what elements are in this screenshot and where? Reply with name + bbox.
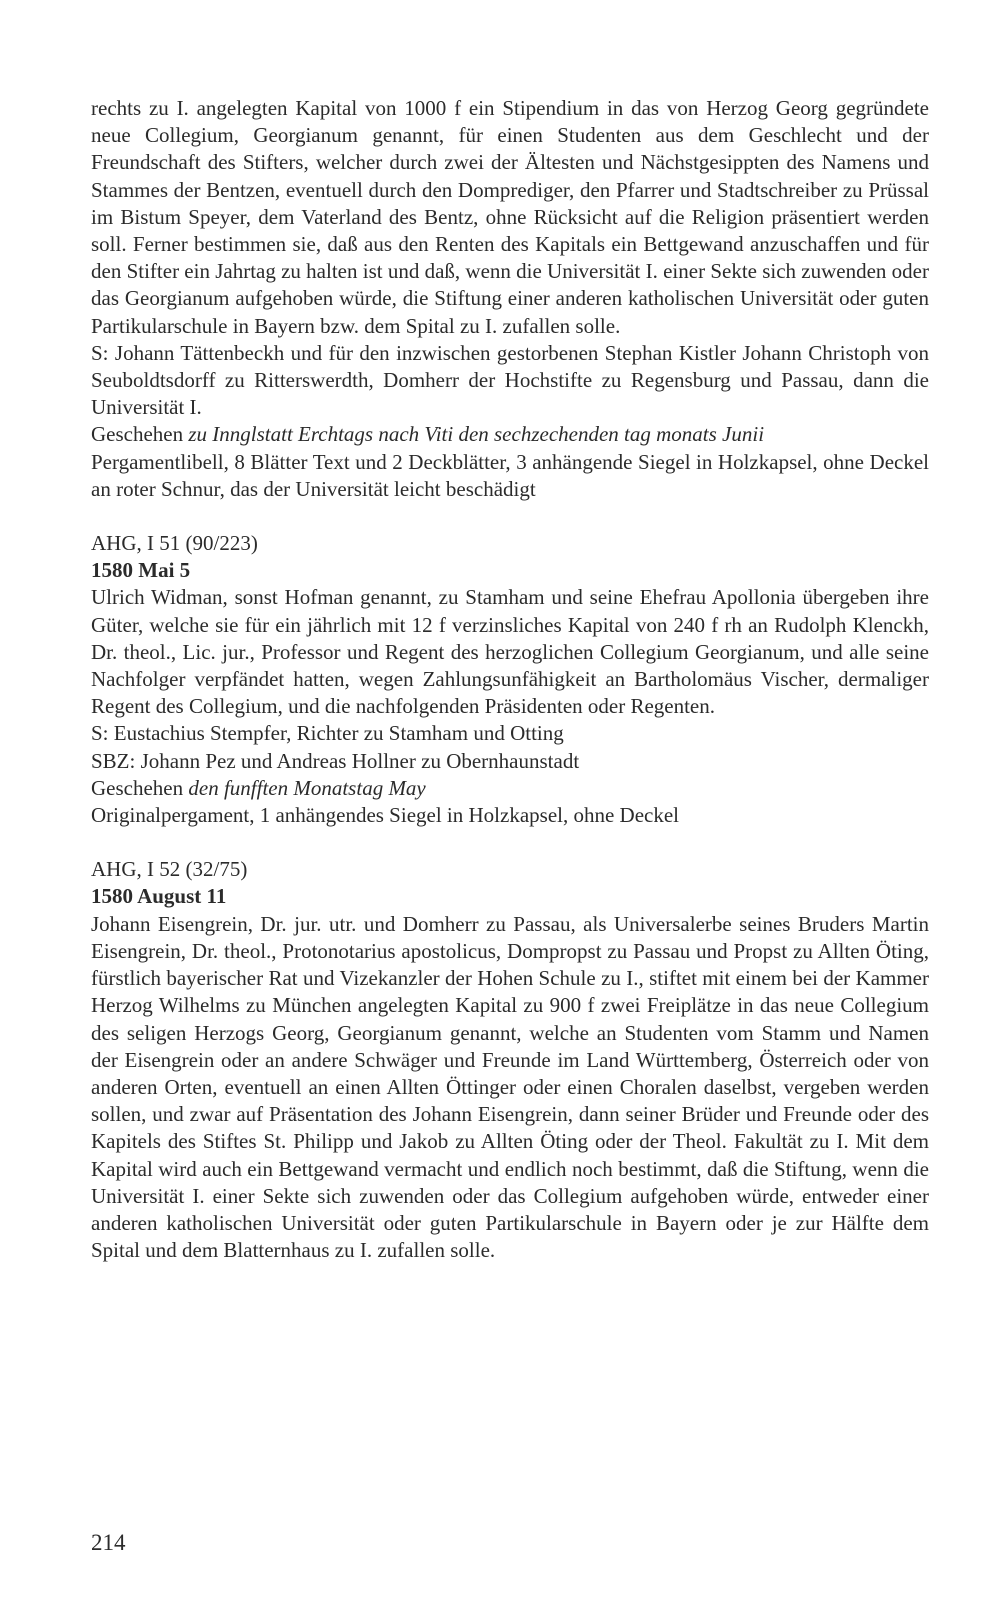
- entry-signature: AHG, I 52 (32/75): [91, 857, 248, 882]
- entry-signature: AHG, I 51 (90/223): [91, 531, 258, 556]
- intro-done-prefix: Geschehen: [91, 422, 189, 447]
- entry-2: [91, 856, 929, 1264]
- entry-done-quote: den funfften Monatstag May: [188, 775, 426, 800]
- document-page: [91, 95, 929, 1264]
- entry-1: [91, 530, 929, 829]
- intro-sealers: S: Johann Tättenbeckh und für den inzwischen gestorbenen Stephan Kistler Johann Christoph von Seuboldtsdorff zu Ritterswerdth, Domherr der Hochstifte zu Regensburg und Passau, dann die Universität I.: [91, 340, 929, 420]
- page-number: 214: [91, 1530, 126, 1555]
- entry-done-prefix: Geschehen: [91, 775, 189, 800]
- intro-done-quote: zu Innglstatt Erchtags nach Viti den sechzechenden tag monats Junii: [188, 422, 765, 447]
- entry-date: 1580 August 11: [91, 884, 227, 909]
- entry-done: [91, 775, 929, 802]
- intro-body: rechts zu I. angelegten Kapital von 1000 f ein Stipendium in das von Herzog Georg gegründete neue Collegium, Georgianum genannt, für einen Studenten aus dem Geschlecht und der Freundschaft des Stifters, welcher durch zwei der Ältesten und Nächstgesippten des Namens und Stammes der Bentzen, eventuell durch den Domprediger, den Pfarrer und Stadtschreiber zu Prüssal im Bistum Speyer, dem Vaterland des Bentz, ohne Rücksicht auf die Religion präsentiert werden soll. Ferner bestimmen sie, daß aus den Renten des Kapitals ein Bettgewand anzuschaffen und für den Stifter ein Jahrtag zu halten ist und daß, wenn die Universität I. einer Sekte sich zuwenden oder das Georgianum aufgehoben würde, die Stiftung einer anderen katholischen Universität oder guten Partikularschule in Bayern bzw. dem Spital zu I. zufallen solle.: [91, 96, 929, 338]
- entry-body: Ulrich Widman, sonst Hofman genannt, zu Stamham und seine Ehefrau Apollonia übergeben ihre Güter, welche sie für ein jährlich mit 12 f verzinsliches Kapital von 240 f rh an Rudolph Klenckh, Dr. theol., Lic. jur., Professor und Regent des herzoglichen Collegium Georgianum, und alle seine Nachfolger verpfändet hatten, wegen Zahlungsunfähigkeit an Bartholomäus Vischer, dermaliger Regent des Collegium, und die nachfolgenden Präsidenten oder Regenten.: [91, 585, 929, 719]
- entry-date: 1580 Mai 5: [91, 558, 191, 583]
- entry-material: Originalpergament, 1 anhängendes Siegel in Holzkapsel, ohne Deckel: [91, 803, 680, 828]
- entry-sealers: S: Eustachius Stempfer, Richter zu Stamham und Otting: [91, 721, 564, 746]
- intro-done: [91, 421, 929, 448]
- intro-material: Pergamentlibell, 8 Blätter Text und 2 Deckblätter, 3 anhängende Siegel in Holzkapsel, ohne Deckel an roter Schnur, das der Universität leicht beschädigt: [91, 449, 929, 501]
- entry-body: Johann Eisengrein, Dr. jur. utr. und Domherr zu Passau, als Universalerbe seines Bruders Martin Eisengrein, Dr. theol., Protonotarius apostolicus, Dompropst zu Passau und Propst zu Allten Öting, fürstlich bayerischer Rat und Vizekanzler der Hohen Schule zu I., stiftet mit einem bei der Kammer Herzog Wilhelms zu München angelegten Kapital zu 900 f zwei Freiplätze in das neue Collegium des seligen Herzogs Georg, Georgianum genannt, welche an Studenten vom Stamm und Namen der Eisengrein oder an andere Schwäger und Freunde im Land Württemberg, Österreich oder von anderen Orten, eventuell an einen Allten Öttinger oder einen Choralen daselbst, vergeben werden sollen, und zwar auf Präsentation des Johann Eisengrein, dann seiner Brüder und Freunde oder des Kapitels des Stiftes St. Philipp und Jakob zu Allten Öting oder der Theol. Fakultät zu I. Mit dem Kapital wird auch ein Bettgewand vermacht und endlich noch bestimmt, daß die Stiftung, wenn die Universität I. einer Sekte sich zuwenden oder das Collegium aufgehoben würde, entweder einer anderen katholischen Universität oder guten Partikularschule in Bayern oder je zur Hälfte dem Spital und dem Blatternhaus zu I. zufallen solle.: [91, 911, 929, 1263]
- entry-witnesses: SBZ: Johann Pez und Andreas Hollner zu Obernhaunstadt: [91, 748, 580, 773]
